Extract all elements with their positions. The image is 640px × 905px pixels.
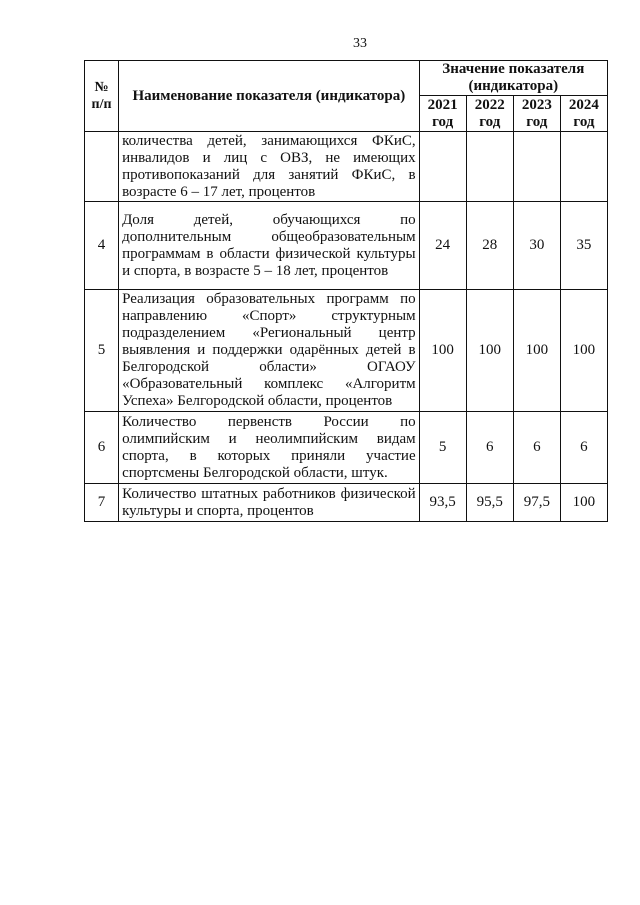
row-num: 5	[85, 290, 119, 412]
table-row	[85, 412, 608, 484]
header-year-2021: 2021 год	[419, 96, 466, 132]
row-num: 4	[85, 202, 119, 290]
row-value-2022: 28	[466, 202, 513, 290]
page-number: 33	[353, 36, 367, 51]
indicators-table	[84, 60, 608, 522]
table-row	[85, 202, 608, 290]
row-value-2024: 100	[560, 484, 607, 522]
row-num: 7	[85, 484, 119, 522]
header-value-group: Значение показателя (индикатора)	[419, 61, 607, 96]
row-value-2023: 100	[513, 290, 560, 412]
row-num: 6	[85, 412, 119, 484]
row-value-2023	[513, 132, 560, 202]
row-value-2023: 30	[513, 202, 560, 290]
row-value-2024: 100	[560, 290, 607, 412]
row-value-2024: 6	[560, 412, 607, 484]
header-year-2024: 2024 год	[560, 96, 607, 132]
row-value-2022	[466, 132, 513, 202]
row-value-2021: 24	[419, 202, 466, 290]
row-value-2022: 100	[466, 290, 513, 412]
row-value-2021: 93,5	[419, 484, 466, 522]
row-name: Количество штатных работников физической культуры и спорта, процентов	[119, 484, 420, 522]
row-value-2022: 6	[466, 412, 513, 484]
table-row	[85, 132, 608, 202]
table-row	[85, 290, 608, 412]
row-value-2024	[560, 132, 607, 202]
row-name: Количество первенств России по олимпийским и неолимпийским видам спорта, в которых приняли участие спортсмены Белгородской области, штук.	[119, 412, 420, 484]
row-value-2024: 35	[560, 202, 607, 290]
row-value-2022: 95,5	[466, 484, 513, 522]
row-num	[85, 132, 119, 202]
header-year-2023: 2023 год	[513, 96, 560, 132]
row-value-2023: 6	[513, 412, 560, 484]
row-name: Доля детей, обучающихся по дополнительным общеобразовательным программам в области физической культуры и спорта, в возрасте 5 – 18 лет, процентов	[119, 202, 420, 290]
row-value-2021	[419, 132, 466, 202]
row-value-2021: 100	[419, 290, 466, 412]
row-value-2023: 97,5	[513, 484, 560, 522]
header-year-2022: 2022 год	[466, 96, 513, 132]
table-row	[85, 484, 608, 522]
header-name: Наименование показателя (индикатора)	[119, 61, 420, 132]
row-name: количества детей, занимающихся ФКиС, инвалидов и лиц с ОВЗ, не имеющих противопоказаний для занятий ФКиС, в возрасте 6 – 17 лет, процентов	[119, 132, 420, 202]
row-value-2021: 5	[419, 412, 466, 484]
row-name: Реализация образовательных программ по направлению «Спорт» структурным подразделением «Региональный центр выявления и поддержки одарённых детей в Белгородской области» ОГАОУ «Образовательный комплекс «Алгоритм Успеха» Белгородской области, процентов	[119, 290, 420, 412]
header-num: № п/п	[85, 61, 119, 132]
